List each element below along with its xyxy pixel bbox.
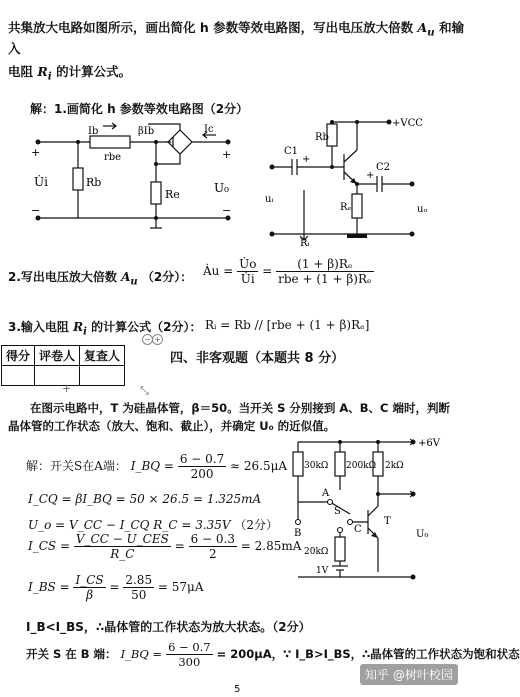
answer-l7-den: 300 [178,655,201,669]
formula-input-resistance: Rᵢ = Rb // [rbe + (1 + β)Rₑ] [205,318,370,332]
answer-l3: U_o = V_CC − I_CQ R_C = 3.35V [28,518,231,532]
beta-ib-label: βIb [138,126,155,137]
formula-av-num-right: (1 + β)Rₑ [276,257,374,272]
answer-l4-lhs: I_CS = [28,539,71,553]
answer-l3-points: （2分） [234,518,279,532]
table-add-icon[interactable]: + [152,334,163,345]
sw-r4-label: 20kΩ [304,547,329,557]
svg-text:+: + [302,154,311,165]
watermark: 知乎 @树叶校园 [360,664,458,685]
answer-l5-mid: = [109,580,120,594]
av-symbol: $A_u$ [417,20,435,39]
score-table [1,345,125,386]
table-resize-corner-icon[interactable]: ⤡ [140,384,149,397]
cc-vcc-label: +VCC [392,118,423,129]
sw-r2-label: 200kΩ [346,461,377,471]
answer-l4-num2: 6 − 0.3 [190,532,235,546]
answer-line-4 [28,532,301,561]
table-add-row-icon[interactable]: + [62,382,72,395]
score-header-1: 评卷人 [35,346,80,366]
answer-l4-num: V_CC − U_CES [75,532,169,546]
answer-l5-rhs: = 57μA [157,580,204,594]
uo-label: U₀ [214,181,229,195]
sw-r3-label: 2kΩ [385,461,404,471]
cc-c1-label: C1 [284,146,299,157]
answer-l5-num: I_CS [75,573,104,587]
answer-l4-mid: = [174,539,185,553]
sw-c-label: C [354,524,362,535]
score-header-2: 复查人 [80,346,125,366]
step2-label: 2.写出电压放大倍数 $A_u$ （2分）： [8,270,193,288]
ri-symbol: $R_i$ [37,64,52,83]
cc-c2-label: C2 [376,162,391,173]
sw-v1-label: 1V [316,566,329,576]
answer-l7-num: 6 − 0.7 [168,640,211,654]
svg-text:+: + [366,170,375,181]
answer-line-1 [26,452,287,481]
answer-l7-rhs: = 200μA，∵ I_B>I_BS，∴晶体管的工作状态为饱和状态 [216,647,520,661]
answer-l4-den2: 2 [208,547,217,561]
av-symbol-2: $A_u$ [121,270,138,288]
h-parameter-equivalent-circuit [28,120,258,235]
sw-b-label: B [294,528,302,539]
sw-t-label: T [384,516,391,527]
score-cell-0[interactable] [2,366,35,386]
question-line-2: 电阻 $R_i$ 的计算公式。 [8,64,132,83]
answer-l1-den: 200 [190,467,214,481]
step3-label: 3.输入电阻 $R_i$ 的计算公式（2分）： [8,320,202,338]
formula-av-lhs: Ȧu = [203,264,234,278]
formula-voltage-gain: Ȧu = $\frac{U̇o}{U̇i}$ = $\frac{\text{(1 + β)Rₑ}}{\text{rbe + (1 + β)Rₑ}}$ [203,257,372,286]
formula-av-num-left: U̇o [239,257,257,271]
formula-av-den-left: U̇i [240,272,255,286]
answer-l1-lhs: I_BQ = [130,459,174,473]
rbe-label: rbe [104,152,122,163]
ri-symbol-2: $R_i$ [73,320,87,338]
score-cell-1[interactable] [35,366,80,386]
svg-text:+: + [31,146,41,159]
cc-ri-label: Rᵢ [300,238,310,249]
re-label: Re [165,188,180,201]
switch-circuit [288,432,472,582]
sw-vcc-label: +6V [418,438,440,449]
formula-av-den-right: rbe + (1 + β)Rₑ [278,272,372,286]
svg-text:+: + [222,148,232,161]
cc-uo-label: uₒ [417,204,428,215]
score-cell-2[interactable] [80,366,125,386]
answer-line-5 [28,573,204,602]
answer-l5-num2: 2.85 [125,573,153,587]
answer-l1-num: 6 − 0.7 [179,452,225,466]
answer-l7-prefix: 开关 S 在 B 端： [26,647,117,661]
page-number: 5 [234,684,241,695]
answer-line-6: I_B<I_BS，∴晶体管的工作状态为放大状态。（2分） [26,620,311,634]
problem-line-2: 晶体管的工作状态（放大、饱和、截止），并确定 U₀ 的近似值。 [8,419,336,433]
cc-rb-label: Rb [315,132,329,143]
score-header-0: 得分 [2,346,35,366]
question-line-1: 共集放大电路如图所示，画出简化 h 参数等效电路图，写出电压放大倍数 $A_u$ 和输入 [8,20,465,56]
answer-l4-den: R_C [110,547,135,561]
cc-re-label: Rₑ [340,202,352,213]
ic-label: Ic [204,124,214,135]
answer-line-3 [28,516,278,533]
sw-uo-label: U₀ [416,529,429,540]
answer-l7-lhs: I_BQ = [120,647,163,661]
answer-l5-lhs: I_BS = [28,580,70,594]
problem-line-1: 在图示电路中，T 为硅晶体管，β＝50。当开关 S 分别接到 A、B、C 端时，判断 [30,401,450,415]
answer-line-2: I_CQ = βI_BQ = 50 × 26.5 = 1.325mA [28,492,262,506]
rb-label: Rb [86,176,102,189]
cc-ui-label: uᵢ [265,194,274,205]
answer-l5-den2: 50 [131,588,147,602]
ib-label: Ib [88,126,99,137]
answer-l1-rhs: ≈ 26.5μA [230,459,288,473]
section4-title: 四、非客观题（本题共 8 分） [170,351,345,366]
answer-l1-prefix: 解：开关S在A端： [26,459,127,473]
ui-label: U̇i [34,175,48,189]
solution-step1-label: 解：1.画简化 h 参数等效电路图（2分） [30,102,249,116]
sw-s-label: S [334,506,341,517]
sw-r1-label: 30kΩ [304,461,329,471]
sw-a-label: A [322,488,330,499]
answer-l4-rhs: = 2.85mA [240,539,302,553]
svg-text:−: − [31,204,41,217]
answer-l5-den: β [86,588,94,602]
common-collector-circuit [262,112,467,247]
table-resize-handle-icon[interactable]: − [142,334,153,345]
svg-text:−: − [222,204,232,217]
